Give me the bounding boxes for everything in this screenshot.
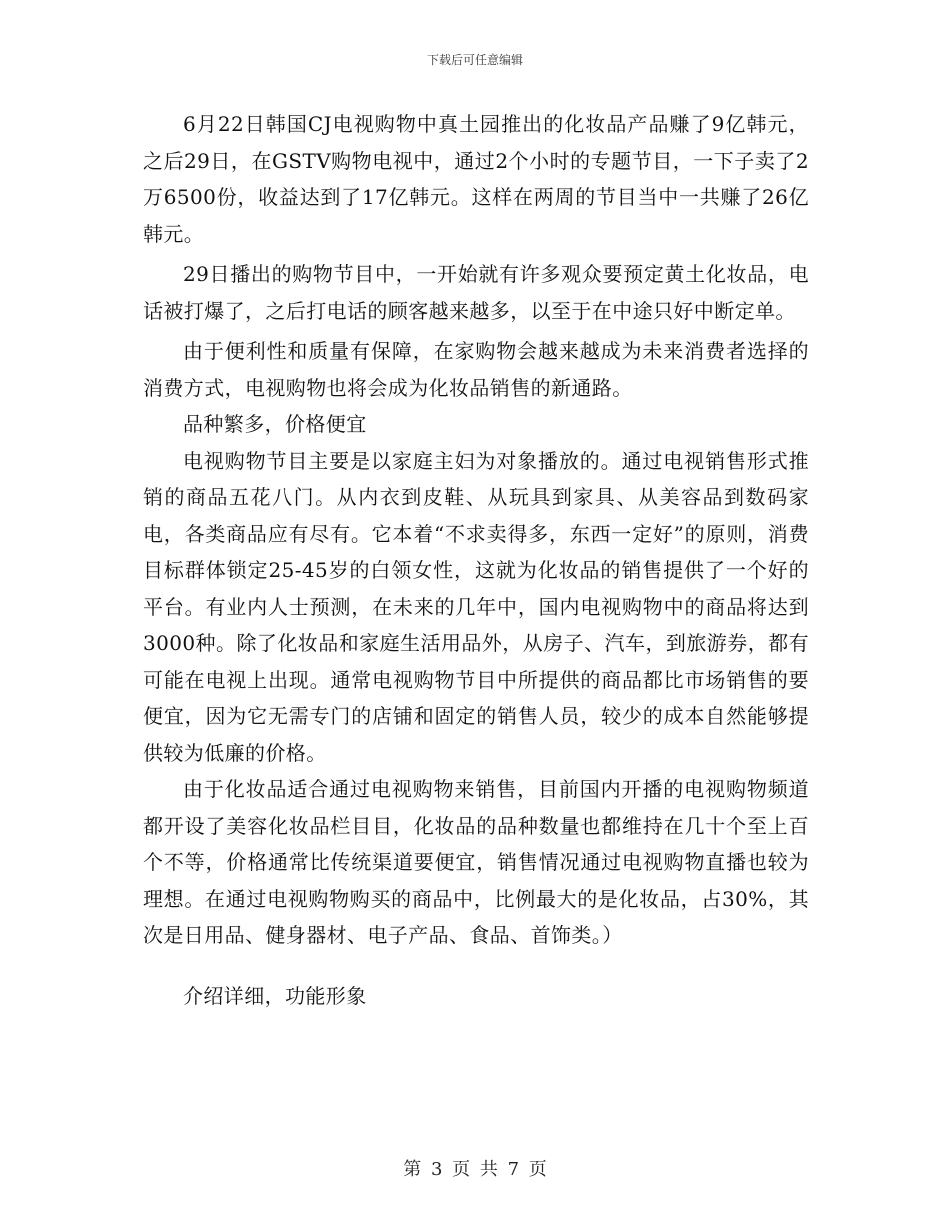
- paragraph-cj-sales: 6月22日韩国CJ电视购物中真土园推出的化妆品产品赚了9亿韩元，之后29日，在GSTV购物电视中，通过2个小时的专题节目，一下子卖了2万6500份，收益达到了17亿韩元。这样在两周的节目当中一共赚了26亿韩元。: [143, 112, 809, 246]
- section-heading-variety-price: 品种繁多，价格便宜: [183, 412, 367, 436]
- paragraph-cosmetics-channel: 由于化妆品适合通过电视购物来销售，目前国内开播的电视购物频道都开设了美容化妆品栏目目，化妆品的品种数量也都维持在几十个至上百个不等，价格通常比传统渠道要便宜，销售情况通过电视购物直播也较为理想。在通过电视购物购买的商品中，比例最大的是化妆品，占30%，其次是日用品、健身器材、电子产品、食品、首饰类。）: [143, 777, 809, 947]
- section-heading-detailed-intro: 介绍详细，功能形象: [183, 983, 367, 1008]
- paragraph-product-range: 电视购物节目主要是以家庭主妇为对象播放的。通过电视销售形式推销的商品五花八门。从内衣到皮鞋、从玩具到家具、从美容品到数码家电，各类商品应有尽有。它本着“不求卖得多，东西一定好”的原则，消费目标群体锁定25-45岁的白领女性，这就为化妆品的销售提供了一个好的平台。有业内人士预测，在未来的几年中，国内电视购物中的商品将达到3000种。除了化妆品和家庭生活用品外，从房子、汽车，到旅游券，都有可能在电视上出现。通常电视购物节目中所提供的商品都比市场销售的要便宜，因为它无需专门的店铺和固定的销售人员，较少的成本自然能够提供较为低廉的价格。: [143, 448, 809, 765]
- paragraph-home-shopping-trend: 由于便利性和质量有保障，在家购物会越来越成为未来消费者选择的消费方式，电视购物也将会成为化妆品销售的新通路。: [143, 339, 809, 400]
- page-number-indicator: 第 3 页 共 7 页: [403, 1159, 547, 1180]
- page-header-note: 下载后可任意编辑: [426, 53, 523, 67]
- paragraph-gstv-orders: 29日播出的购物节目中，一开始就有许多观众要预定黄土化妆品，电话被打爆了，之后打电话的顾客越来越多，以至于在中途只好中断定单。: [143, 262, 809, 323]
- document-body: [143, 106, 809, 1014]
